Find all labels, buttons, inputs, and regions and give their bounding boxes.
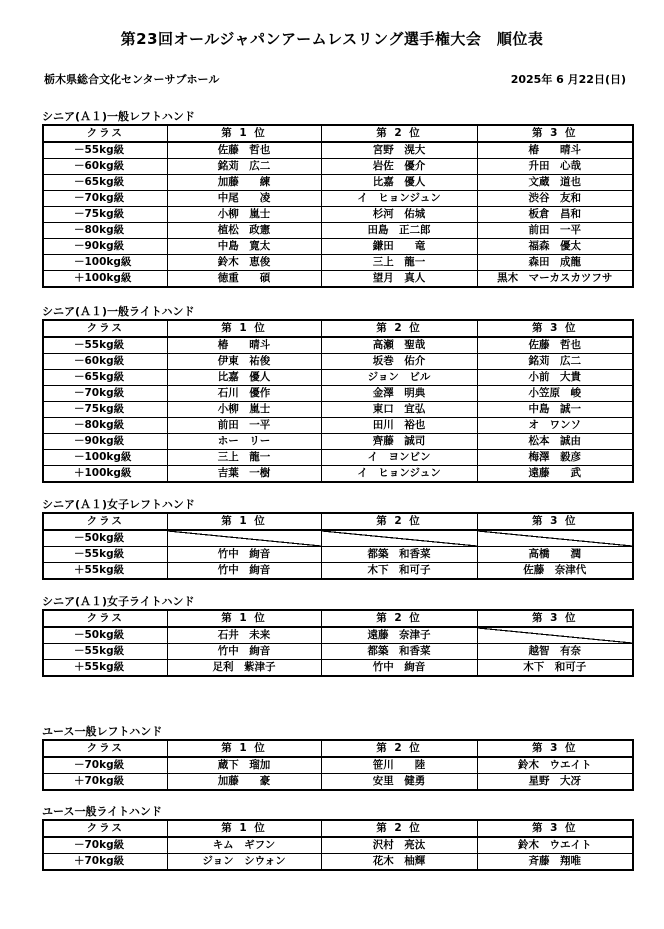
place-1-name: 伊東 祐俊: [167, 354, 321, 370]
place-3-name: 森田 成龍: [477, 255, 633, 271]
place-2-name: 安里 健勇: [321, 774, 477, 791]
weight-class: －60kg級: [43, 159, 167, 175]
place-2-name: 望月 真人: [321, 271, 477, 288]
header-third: 第 3 位: [477, 513, 633, 530]
place-2-name: 田川 裕也: [321, 418, 477, 434]
header-first: 第 1 位: [167, 513, 321, 530]
place-1-name: 小柳 嵐士: [167, 207, 321, 223]
place-1-name: 石川 優作: [167, 386, 321, 402]
place-2-name: 坂巻 佑介: [321, 354, 477, 370]
place-3-name: 木下 和可子: [477, 660, 633, 677]
table-row: [43, 207, 633, 223]
place-1-name: キム ギフン: [167, 837, 321, 854]
table-row: [43, 644, 633, 660]
place-2-name: 比嘉 優人: [321, 175, 477, 191]
place-3-name: 小前 大貴: [477, 370, 633, 386]
section-title: シニア(Ａ１)一般レフトハンド: [42, 110, 195, 123]
table-header-row: [43, 740, 633, 757]
table-header-row: [43, 513, 633, 530]
table-row: [43, 418, 633, 434]
results-table: [42, 739, 634, 791]
results-table: [42, 512, 634, 580]
place-3-name: 鈴木 ウエイト: [477, 757, 633, 774]
place-2-name: イ ヨンビン: [321, 450, 477, 466]
place-2-name: 笹川 陸: [321, 757, 477, 774]
header-first: 第 1 位: [167, 125, 321, 142]
place-2-name: 岩佐 優介: [321, 159, 477, 175]
header-class: クラス: [43, 740, 167, 757]
table-row: [43, 255, 633, 271]
table-row: [43, 530, 633, 547]
header-first: 第 1 位: [167, 820, 321, 837]
header-third: 第 3 位: [477, 320, 633, 337]
results-table: [42, 124, 634, 288]
header-first: 第 1 位: [167, 740, 321, 757]
weight-class: －75kg級: [43, 402, 167, 418]
header-class: クラス: [43, 513, 167, 530]
place-1-name: 竹中 絢音: [167, 547, 321, 563]
place-1-name: 佐藤 哲也: [167, 142, 321, 159]
place-3-name: [477, 530, 633, 547]
weight-class: －90kg級: [43, 239, 167, 255]
table-header-row: [43, 820, 633, 837]
weight-class: －70kg級: [43, 191, 167, 207]
place-2-name: 竹中 絢音: [321, 660, 477, 677]
place-3-name: 文蔵 道也: [477, 175, 633, 191]
place-1-name: 加藤 豪: [167, 774, 321, 791]
section-title: ユース一般ライトハンド: [42, 805, 162, 818]
table-row: [43, 837, 633, 854]
table-row: [43, 386, 633, 402]
weight-class: －75kg級: [43, 207, 167, 223]
table-row: [43, 271, 633, 288]
place-3-name: 遠藤 武: [477, 466, 633, 483]
place-3-name: 福森 優太: [477, 239, 633, 255]
header-class: クラス: [43, 820, 167, 837]
results-section: [42, 805, 632, 871]
table-row: [43, 223, 633, 239]
weight-class: －50kg級: [43, 627, 167, 644]
page-title: 第23回オールジャパンアームレスリング選手権大会 順位表: [120, 30, 544, 48]
weight-class: －70kg級: [43, 837, 167, 854]
results-section: [42, 305, 632, 483]
weight-class: －70kg級: [43, 386, 167, 402]
place-3-name: 鈴木 ウエイト: [477, 837, 633, 854]
table-header-row: [43, 610, 633, 627]
place-1-name: 三上 龍一: [167, 450, 321, 466]
table-row: [43, 450, 633, 466]
table-row: [43, 142, 633, 159]
header-second: 第 2 位: [321, 820, 477, 837]
header-second: 第 2 位: [321, 320, 477, 337]
place-2-name: 三上 龍一: [321, 255, 477, 271]
place-1-name: 徳重 碩: [167, 271, 321, 288]
place-1-name: 蔵下 瑠加: [167, 757, 321, 774]
place-2-name: イ ヒョンジュン: [321, 466, 477, 483]
place-1-name: ホー リー: [167, 434, 321, 450]
place-3-name: オ ワンソ: [477, 418, 633, 434]
place-2-name: 鎌田 竜: [321, 239, 477, 255]
place-1-name: 植松 政憲: [167, 223, 321, 239]
place-3-name: [477, 627, 633, 644]
weight-class: －55kg級: [43, 337, 167, 354]
place-3-name: 小笠原 峻: [477, 386, 633, 402]
place-3-name: 梅澤 毅彦: [477, 450, 633, 466]
weight-class: －60kg級: [43, 354, 167, 370]
weight-class: －55kg級: [43, 644, 167, 660]
place-2-name: イ ヒョンジュン: [321, 191, 477, 207]
place-2-name: 田島 正二郎: [321, 223, 477, 239]
weight-class: －70kg級: [43, 757, 167, 774]
place-3-name: 佐藤 奈津代: [477, 563, 633, 580]
table-row: [43, 191, 633, 207]
place-2-name: 遠藤 奈津子: [321, 627, 477, 644]
results-section: [42, 110, 632, 288]
weight-class: －55kg級: [43, 547, 167, 563]
table-row: [43, 434, 633, 450]
place-2-name: 金澤 明典: [321, 386, 477, 402]
results-table: [42, 609, 634, 677]
table-header-row: [43, 320, 633, 337]
table-row: [43, 239, 633, 255]
table-row: [43, 402, 633, 418]
weight-class: －55kg級: [43, 142, 167, 159]
weight-class: ＋55kg級: [43, 563, 167, 580]
place-1-name: 竹中 絢音: [167, 563, 321, 580]
results-section: [42, 725, 632, 791]
place-2-name: 高瀬 聖哉: [321, 337, 477, 354]
weight-class: －65kg級: [43, 370, 167, 386]
weight-class: －100kg級: [43, 450, 167, 466]
section-title: シニア(Ａ１)女子レフトハンド: [42, 498, 195, 511]
header-first: 第 1 位: [167, 610, 321, 627]
place-3-name: 越智 有奈: [477, 644, 633, 660]
place-3-name: 斉藤 翔唯: [477, 854, 633, 871]
weight-class: ＋100kg級: [43, 271, 167, 288]
date-label: 2025年 6 月22日(日): [510, 73, 626, 86]
place-2-name: ジョン ビル: [321, 370, 477, 386]
place-1-name: 前田 一平: [167, 418, 321, 434]
venue-label: 栃木県総合文化センターサブホール: [44, 73, 220, 86]
weight-class: ＋70kg級: [43, 854, 167, 871]
place-1-name: 小柳 嵐士: [167, 402, 321, 418]
place-2-name: 沢村 亮汰: [321, 837, 477, 854]
weight-class: －80kg級: [43, 223, 167, 239]
place-3-name: 星野 大冴: [477, 774, 633, 791]
table-row: [43, 660, 633, 677]
header-class: クラス: [43, 125, 167, 142]
section-title: シニア(Ａ１)一般ライトハンド: [42, 305, 195, 318]
place-3-name: 松本 誠由: [477, 434, 633, 450]
place-1-name: [167, 530, 321, 547]
weight-class: －80kg級: [43, 418, 167, 434]
table-header-row: [43, 125, 633, 142]
table-row: [43, 354, 633, 370]
place-1-name: 足利 紫津子: [167, 660, 321, 677]
header-second: 第 2 位: [321, 125, 477, 142]
table-row: [43, 547, 633, 563]
place-2-name: [321, 530, 477, 547]
place-1-name: 比嘉 優人: [167, 370, 321, 386]
place-3-name: 銘苅 広二: [477, 354, 633, 370]
weight-class: ＋100kg級: [43, 466, 167, 483]
section-title: シニア(Ａ１)女子ライトハンド: [42, 595, 195, 608]
results-section: [42, 595, 632, 677]
place-2-name: 東口 宜弘: [321, 402, 477, 418]
table-row: [43, 854, 633, 871]
weight-class: －65kg級: [43, 175, 167, 191]
table-row: [43, 466, 633, 483]
place-1-name: 中島 寛太: [167, 239, 321, 255]
place-3-name: 椿 晴斗: [477, 142, 633, 159]
place-1-name: 加藤 練: [167, 175, 321, 191]
results-table: [42, 319, 634, 483]
header-second: 第 2 位: [321, 513, 477, 530]
header-first: 第 1 位: [167, 320, 321, 337]
place-1-name: 竹中 絢音: [167, 644, 321, 660]
place-3-name: 板倉 昌和: [477, 207, 633, 223]
weight-class: －50kg級: [43, 530, 167, 547]
results-table: [42, 819, 634, 871]
header-third: 第 3 位: [477, 125, 633, 142]
place-1-name: ジョン シウォン: [167, 854, 321, 871]
header-third: 第 3 位: [477, 740, 633, 757]
place-2-name: 木下 和可子: [321, 563, 477, 580]
weight-class: －90kg級: [43, 434, 167, 450]
weight-class: ＋55kg級: [43, 660, 167, 677]
table-row: [43, 563, 633, 580]
place-1-name: 椿 晴斗: [167, 337, 321, 354]
table-row: [43, 370, 633, 386]
table-row: [43, 159, 633, 175]
place-1-name: 吉葉 一樹: [167, 466, 321, 483]
place-3-name: 中島 誠一: [477, 402, 633, 418]
table-row: [43, 774, 633, 791]
place-2-name: 都築 和香菜: [321, 547, 477, 563]
table-row: [43, 337, 633, 354]
place-2-name: 齊藤 誠司: [321, 434, 477, 450]
results-section: [42, 498, 632, 580]
place-3-name: 高橋 潤: [477, 547, 633, 563]
place-2-name: 都築 和香菜: [321, 644, 477, 660]
section-title: ユース一般レフトハンド: [42, 725, 163, 738]
place-1-name: 鈴木 恵俊: [167, 255, 321, 271]
place-2-name: 杉河 佑城: [321, 207, 477, 223]
header-third: 第 3 位: [477, 610, 633, 627]
table-row: [43, 757, 633, 774]
place-3-name: 前田 一平: [477, 223, 633, 239]
place-2-name: 花木 柚輝: [321, 854, 477, 871]
place-1-name: 銘苅 広二: [167, 159, 321, 175]
place-3-name: 黒木 マーカスカツフサ: [477, 271, 633, 288]
header-third: 第 3 位: [477, 820, 633, 837]
weight-class: －100kg級: [43, 255, 167, 271]
place-2-name: 宮野 滉大: [321, 142, 477, 159]
place-1-name: 中尾 凌: [167, 191, 321, 207]
place-1-name: 石井 未来: [167, 627, 321, 644]
header-class: クラス: [43, 320, 167, 337]
table-row: [43, 627, 633, 644]
header-class: クラス: [43, 610, 167, 627]
weight-class: ＋70kg級: [43, 774, 167, 791]
place-3-name: 佐藤 哲也: [477, 337, 633, 354]
header-second: 第 2 位: [321, 610, 477, 627]
place-3-name: 升田 心哉: [477, 159, 633, 175]
header-second: 第 2 位: [321, 740, 477, 757]
table-row: [43, 175, 633, 191]
place-3-name: 渋谷 友和: [477, 191, 633, 207]
